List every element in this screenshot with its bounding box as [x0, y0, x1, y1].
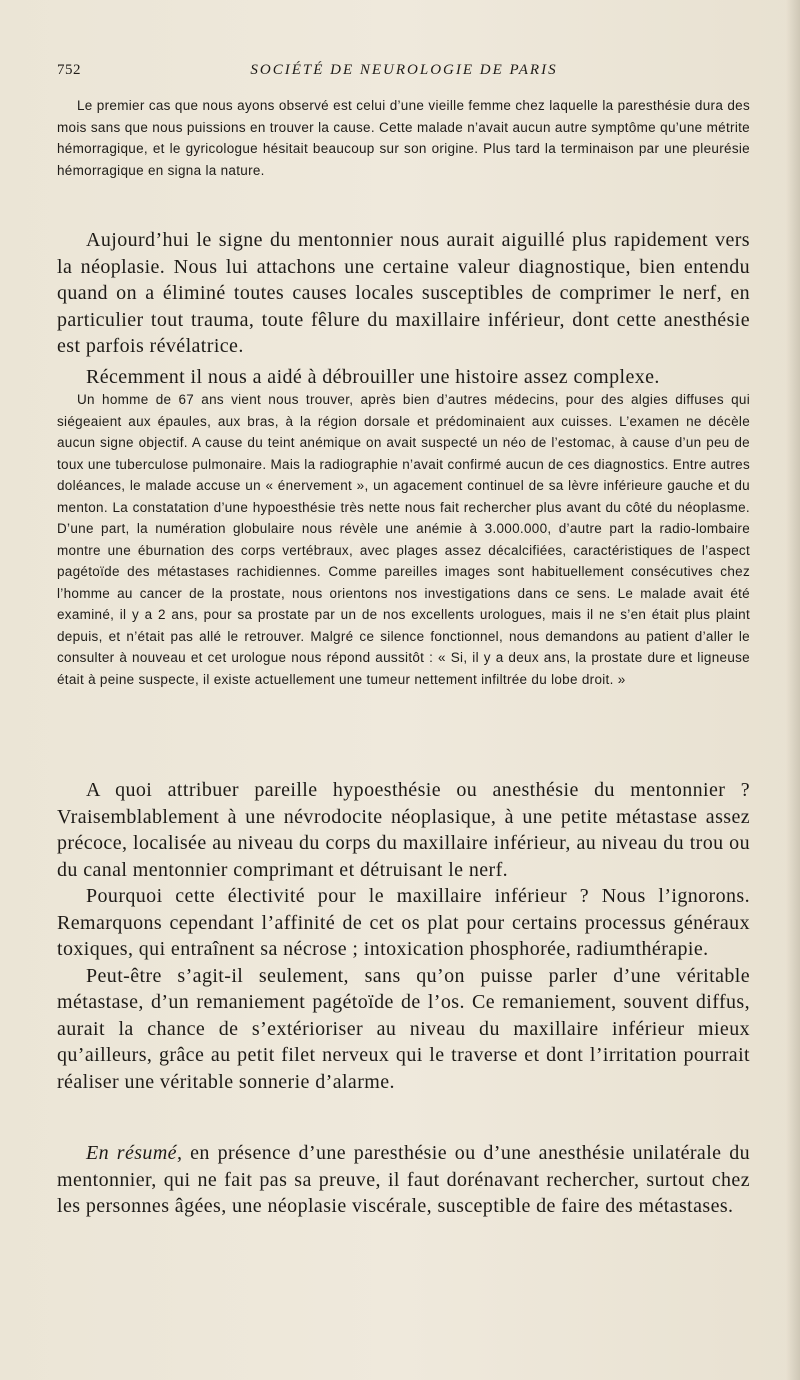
paragraph-summary [57, 1140, 750, 1220]
paragraph-pagetoid: Peut-être s’agit-il seulement, sans qu’on puisse parler d’une véritable métastase, d’un remaniement pagétoïde de l’os. Ce remaniement, souvent diffus, aurait la chance de s’extérioriser au niveau du maxillaire inférieur mieux qu’ailleurs, grâce au petit filet nerveux qui le traverse et dont l’irritation pourrait réaliser une véritable sonnerie d’alarme. [57, 964, 750, 1093]
paragraph-recent-case: Récemment il nous a aidé à débrouiller une histoire assez complexe. [86, 365, 660, 388]
summary-block [57, 1140, 750, 1220]
main-text-block-1 [57, 227, 750, 390]
case-report-block [57, 389, 750, 690]
page-binding-shadow [786, 0, 800, 1380]
paragraph-electivity: Pourquoi cette électivité pour le maxillaire inférieur ? Nous l’ignorons. Remarquons cependant l’affinité de cet os plat pour certains processus généraux toxiques, qui entraînent sa nécrose ; intoxication phosphorée, radiumthérapie. [57, 885, 750, 960]
paragraph-case-report: Un homme de 67 ans vient nous trouver, après bien d’autres médecins, pour des algies diffuses qui siégeaient aux épaules, aux bras, à la région dorsale et prédominaient aux cuisses. L’examen ne décèle aucun signe objectif. A cause du teint anémique on avait suspecté un néo de l’estomac, à cause d’un peu de toux une tuberculose pulmonaire. Mais la radiographie n’avait confirmé aucun de ces diagnostics. Entre autres doléances, le malade accuse un « énervement », un agacement continuel de sa lèvre inférieure gauche et du menton. La constatation d’une hypoesthésie très nette nous fait rechercher plus avant du côté du néoplasme. D’une part, la numération globulaire nous révèle une anémie à 3.000.000, d’autre part la radio-lombaire montre une éburnation des corps vertébraux, avec plages assez décalcifiées, caractéristiques de l’aspect pagétoïde des métastases rachidiennes. Comme pareilles images sont habituellement consécutives chez l’homme au cancer de la prostate, nous orientons nos investigations dans ce sens. Le malade avait été examiné, il y a 2 ans, pour sa prostate par un de nos excellents urologues, mais il ne s’en était plus plaint depuis, et n’était pas allé le retrouver. Malgré ce silence fonctionnel, nous demandons au patient d’aller le consulter à nouveau et cet urologue nous répond aussitôt : « Si, il y a deux ans, la prostate dure et ligneuse était à peine suspecte, il existe actuellement une tumeur nettement infiltrée du lobe droit. » [57, 392, 750, 687]
paragraph-first-case: Le premier cas que nous ayons observé est celui d’une vieille femme chez laquelle la paresthésie dura des mois sans que nous puissions en trouver la cause. Cette malade n’avait aucun autre symptôme qu’une métrite hémorragique, et le gyricologue hésitait beaucoup sur son origine. Plus tard la terminaison par une pleurésie hémorragique en signa la nature. [57, 98, 750, 178]
summary-lead: En résumé, [86, 1142, 183, 1164]
page-number: 752 [57, 62, 81, 78]
intro-paragraph [57, 95, 750, 181]
summary-text: en présence d’une paresthésie ou d’une anesthésie unilatérale du mentonnier, qui ne fait pas sa preuve, il faut dorénavant rechercher, surtout chez les personnes âgées, une néoplasie viscérale, susceptible de faire des métastases. [57, 1142, 750, 1217]
page-header [57, 62, 751, 84]
paragraph-diagnostic-value: Aujourd’hui le signe du mentonnier nous aurait aiguillé plus rapidement vers la néoplasie. Nous lui attachons une certaine valeur diagnostique, bien entendu quand on a éliminé toutes causes locales susceptibles de comprimer le nerf, en particulier tout trauma, toute fêlure du maxillaire inférieur, dont cette anesthésie est parfois révélatrice. [57, 229, 750, 357]
main-text-block-2 [57, 777, 750, 1095]
running-head: SOCIÉTÉ DE NEUROLOGIE DE PARIS [250, 62, 558, 78]
paragraph-attribution: A quoi attribuer pareille hypoesthésie ou anesthésie du mentonnier ? Vraisemblablement à une névrodocite néoplasique, à une petite métastase assez précoce, localisée au niveau du corps du maxillaire inférieur, au niveau du trou ou du canal mentonnier comprimant et détruisant le nerf. [57, 779, 750, 881]
